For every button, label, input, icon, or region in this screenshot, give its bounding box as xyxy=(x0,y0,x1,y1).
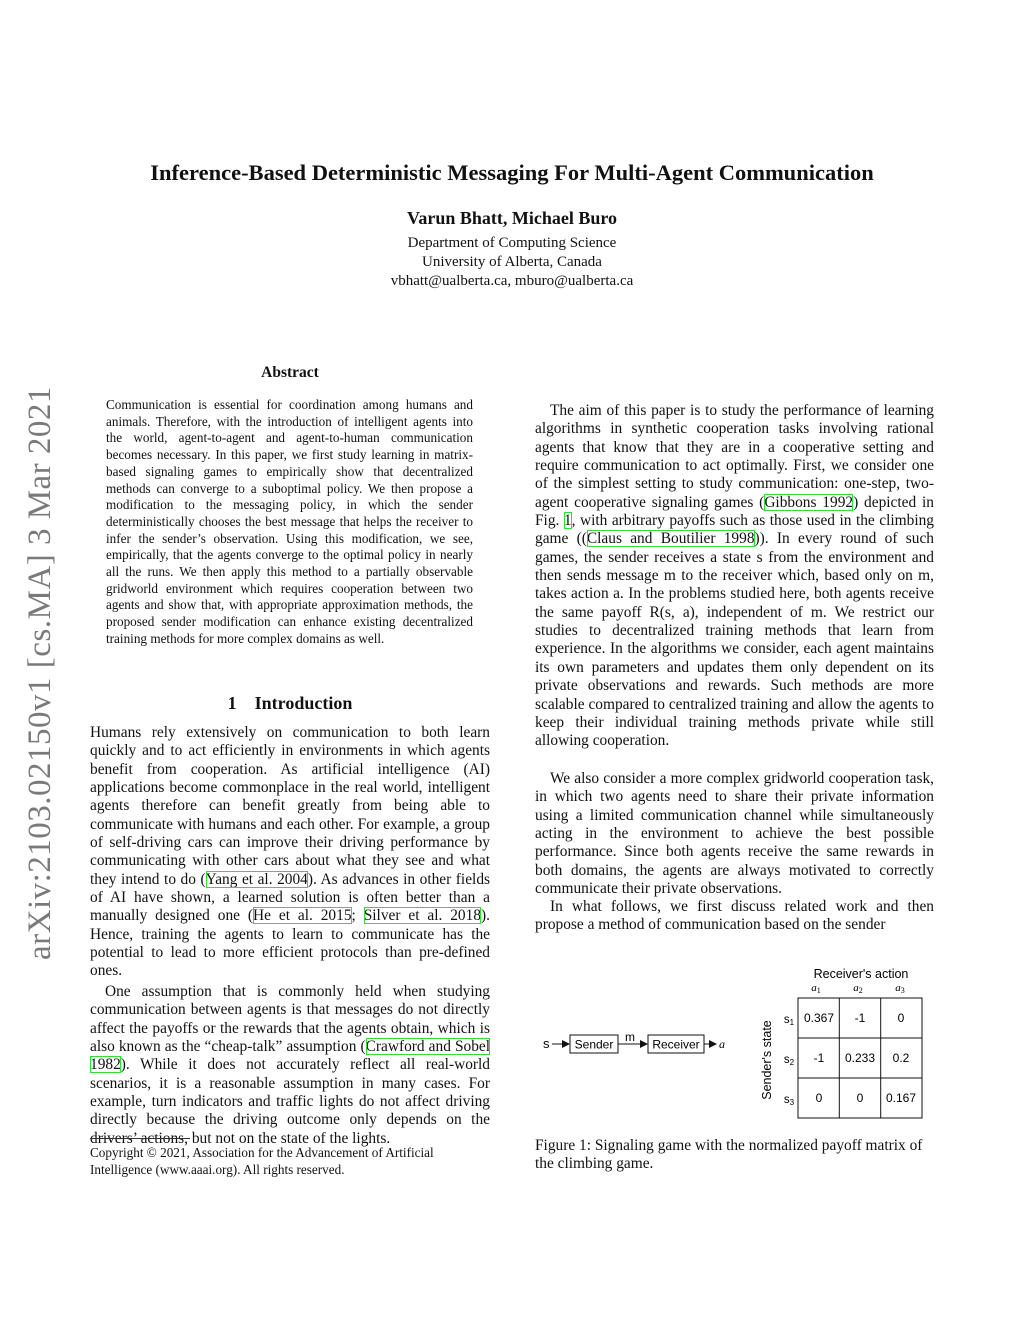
arxiv-identifier: arXiv:2103.02150v1 [cs.MA] 3 Mar 2021 xyxy=(22,386,58,960)
author-emails: vbhatt@ualberta.ca, mburo@ualberta.ca xyxy=(390,273,634,289)
citation-link-gibbons-1992[interactable]: Gibbons 1992 xyxy=(764,493,854,511)
footnote-rule xyxy=(90,1138,190,1139)
column-header-a3: a3 xyxy=(895,982,905,995)
payoff-cell-s2-a2: 0.233 xyxy=(844,1051,876,1065)
affiliation-university: University of Alberta, Canada xyxy=(422,254,602,270)
intro-paragraph-3: The aim of this paper is to study the performance of learning algorithms in synthetic cooperation tasks involving rational agents that know that they are in a cooperative setting and require communication to act optimally. First, we consider one of the simplest setting to study communication: one-step, two-agent cooperative signaling games (Gibbons 1992) depicted in Fig. 1, with arbitrary payoffs such as those used in the climbing game ((Claus and Boutilier 1998)). In every round of such games, the sender receives a state s from the environment and then sends message m to the receiver which, based only on m, takes action a. In the problems studied here, both agents receive the same payoff R(s, a), independent of m. We restrict our studies to decentralized training methods that learn from experience. In the algorithms we consider, each agent maintains its own parameters and updates them only dependent on its private observations and rewards. Such methods are more scalable compared to centralized training and allow the agents to keep their individual training methods private while still allowing cooperation. xyxy=(535,402,934,750)
citation-link-yang-2004[interactable]: Yang et al. 2004 xyxy=(205,870,308,888)
abstract-text: Communication is essential for coordination among humans and animals. Therefore, with the introduction of intelligent agents into the world, agent-to-agent and agent-to-human communication becomes necessary. In this paper, we first study learning in matrix-based signaling games to empirically show that decentralized methods can converge to a suboptimal policy. We then propose a modification to the messaging policy, in which the sender deterministically chooses the best message that helps the receiver to infer the sender’s observation. Using this modification, we see, empirically, that the agents converge to the optimal policy in nearly all the runs. We then apply this method to a partially observable gridworld environment which requires cooperation between two agents and show that, with appropriate approximation methods, the proposed sender modification can enhance existing decentralized training methods for more complex domains as well. xyxy=(106,397,473,646)
column-header-a1: a1 xyxy=(811,982,821,995)
receiver-label: Receiver xyxy=(652,1037,700,1052)
payoff-cell-s1-a1: 0.367 xyxy=(803,1011,835,1025)
intro-paragraph-2: One assumption that is commonly held when studying communication between agents is that messages do not directly affect the payoffs or the rewards that the agents obtain, which is also known as the “cheap-talk” assumption (Crawford and Sobel 1982). While it does not accurately reflect all real-world scenarios, it is a reasonable assumption in many cases. For example, turn indicators and traffic lights do not affect driving directly because the driving outcome only depends on the drivers’ actions, but not on the state of the lights. xyxy=(90,983,491,1147)
row-header-s1: s1 xyxy=(783,1014,795,1027)
citation-link-silver-2018[interactable]: Silver et al. 2018 xyxy=(363,907,482,925)
figure-1-caption: Figure 1: Signaling game with the normalized payoff matrix of the climbing game. xyxy=(535,1137,923,1173)
citation-link-he-2015[interactable]: He et al. 2015 xyxy=(253,907,352,925)
copyright-footnote: Copyright © 2021, Association for the Advancement of Artificial Intelligence (www.aaai.org). All rights reserved. xyxy=(90,1145,434,1177)
intro-paragraph-1: Humans rely extensively on communication to both learn quickly and to act efficiently in environments in which agents benefit from cooperation. As artificial intelligence (AI) applications become commonplace in the real world, intelligent agents therefore can benefit greatly from being able to communicate with humans and each other. For example, a group of self-driving cars can improve their driving performance by communicating with other cars about what they see and what they intend to do (Yang et al. 2004). As advances in other fields of AI have shown, a learned solution is often better than a manually designed one (He et al. 2015; Silver et al. 2018). Hence, training the agents to learn to communicate has the potential to lead to more efficient protocols than pre-defined ones. xyxy=(90,724,491,980)
row-header-s2: s2 xyxy=(783,1054,795,1067)
citation-link-claus-1998[interactable]: Claus and Boutilier 1998 xyxy=(586,530,755,548)
intro-paragraph-5: In what follows, we first discuss related work and then propose a method of communication based on the sender xyxy=(535,898,934,934)
payoff-cell-s3-a2: 0 xyxy=(856,1091,864,1105)
receivers-action-title: Receiver's action xyxy=(813,967,909,981)
abstract-heading: Abstract xyxy=(261,364,319,381)
affiliation-department: Department of Computing Science xyxy=(407,235,617,251)
intro-paragraph-4: We also consider a more complex gridworld cooperation task, in which two agents need to share their private information using a limited communication channel while simultaneously acting in the environment to achieve the best possible performance. Since both agents receive the same rewards in both domains, the agents are always motivated to correctly communicate their private observations. xyxy=(535,770,934,898)
payoff-cell-s2-a3: 0.2 xyxy=(892,1051,910,1065)
paper-title: Inference-Based Deterministic Messaging For Multi-Agent Communication xyxy=(150,160,874,185)
sender-label: Sender xyxy=(574,1037,614,1052)
payoff-cell-s1-a2: -1 xyxy=(854,1011,866,1025)
figure-1-diagram xyxy=(535,960,935,1130)
figure-ref-link[interactable]: 1 xyxy=(563,512,572,530)
payoff-cell-s1-a3: 0 xyxy=(897,1011,905,1025)
message-m-label: m xyxy=(625,1030,635,1044)
state-s-label: s xyxy=(543,1036,550,1051)
payoff-cell-s3-a1: 0 xyxy=(815,1091,823,1105)
section-title: Introduction xyxy=(254,693,353,713)
column-header-a2: a2 xyxy=(853,982,863,995)
payoff-cell-s3-a3: 0.167 xyxy=(885,1091,917,1105)
section-number: 1 xyxy=(227,693,237,713)
senders-state-title: Sender's state xyxy=(760,1020,774,1100)
citation-link-crawford-1982[interactable]: Crawford and Sobel 1982 xyxy=(90,1038,491,1074)
paper-authors: Varun Bhatt, Michael Buro xyxy=(406,208,618,228)
payoff-cell-s2-a1: -1 xyxy=(813,1051,825,1065)
row-header-s3: s3 xyxy=(783,1094,795,1107)
section-heading-introduction xyxy=(90,693,490,714)
action-a-label: a xyxy=(719,1037,725,1051)
